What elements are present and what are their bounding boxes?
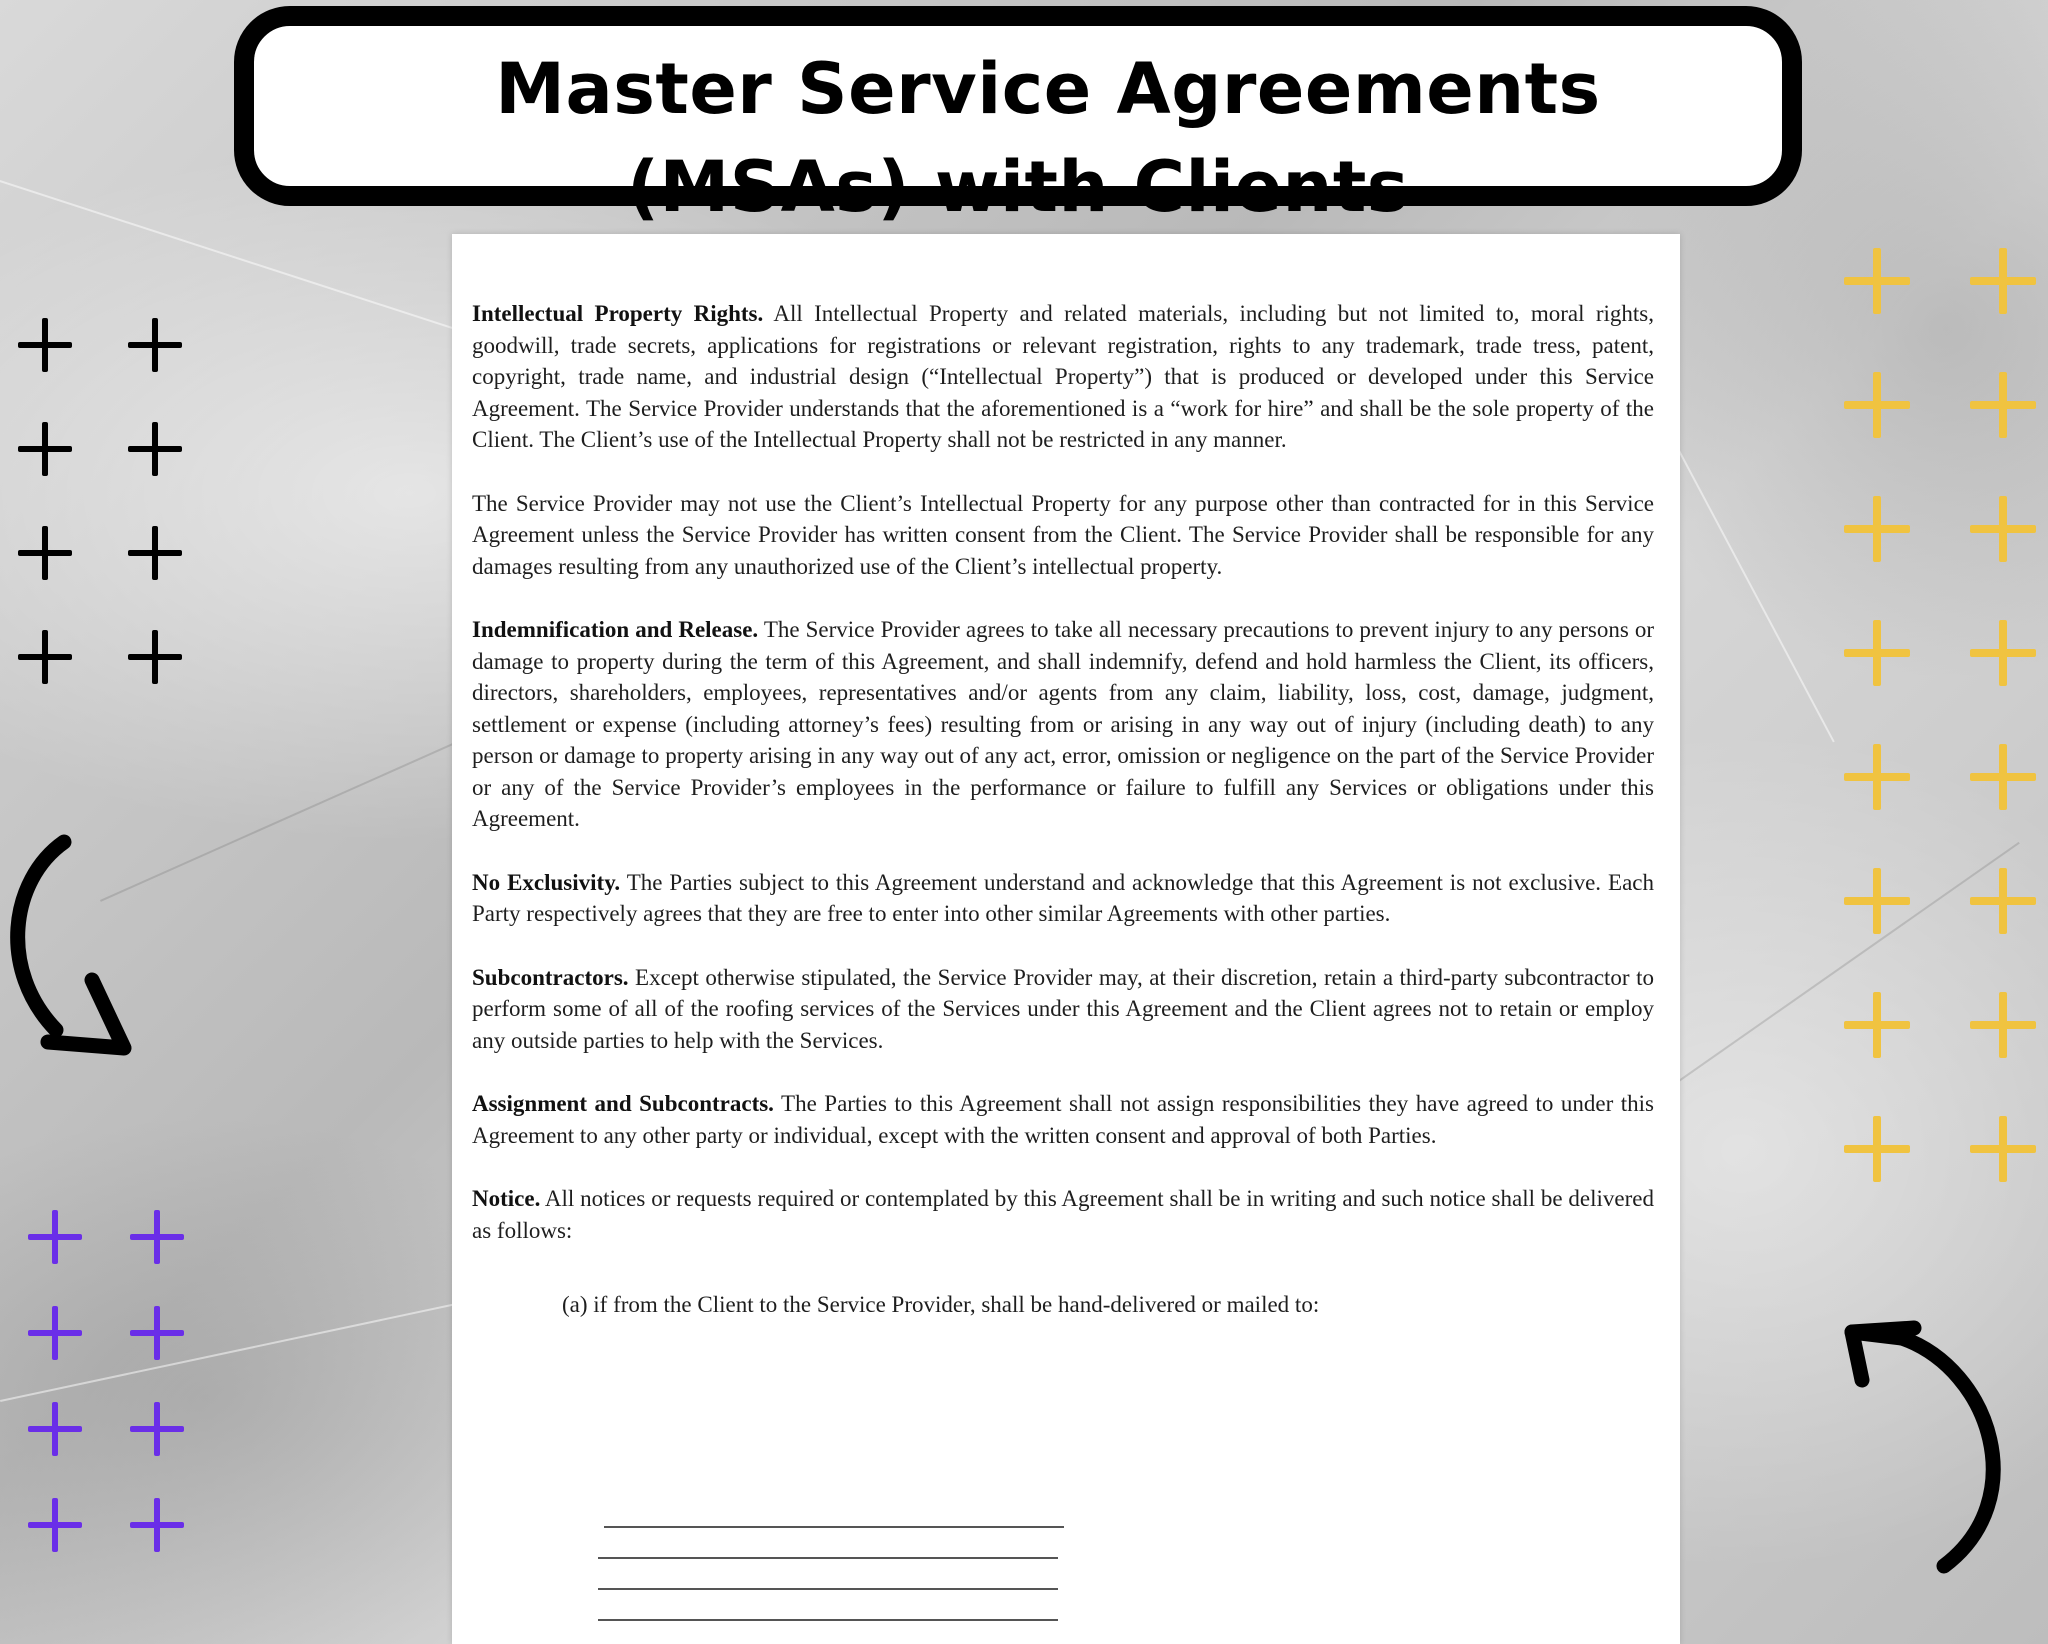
paragraph-heading: Assignment and Subcontracts. [472, 1091, 774, 1116]
paragraph-heading: Indemnification and Release. [472, 617, 759, 642]
plus-icon [1970, 248, 2036, 314]
document-page [452, 234, 1680, 1644]
plus-icon [130, 1306, 184, 1360]
paragraph-text: The Service Provider may not use the Client’s Intellectual Property for any purpose other than contracted for in this Service Agreement unless the Service Provider has written consent from the Client. The Service Provider shall be responsible for any damages resulting from any unauthorized use of the Client’s intellectual property. [472, 490, 1654, 579]
plus-icon [18, 318, 72, 372]
plus-icon [28, 1306, 82, 1360]
plus-icon [128, 422, 182, 476]
paragraph-text: All notices or requests required or contemplated by this Agreement shall be in writing and such notice shall be delivered as follows: [472, 1186, 1654, 1243]
plus-icon [130, 1498, 184, 1552]
paragraph-subcontractors [472, 962, 1654, 1057]
paragraph-text: The Parties subject to this Agreement understand and acknowledge that this Agreement is not exclusive. Each Party respectively agrees that they are free to enter into other similar Agreements with other parties. [472, 869, 1654, 926]
paragraph-text: Except otherwise stipulated, the Service Provider may, at their discretion, retain a third-party subcontractor to perform some of all of the roofing services of the Services under this Agreement and the Client agrees not to retain or employ any outside parties to help with the Services. [472, 964, 1654, 1053]
plus-icon [1844, 744, 1910, 810]
paragraph-indemnification [472, 614, 1654, 835]
plus-icon [128, 318, 182, 372]
paragraph-heading: Notice. [472, 1186, 541, 1211]
plus-icon [130, 1402, 184, 1456]
plus-icon [1844, 372, 1910, 438]
paragraph-notice [472, 1183, 1654, 1246]
address-blank-line [598, 1619, 1058, 1621]
plus-icon [1844, 868, 1910, 934]
plus-icon [28, 1210, 82, 1264]
plus-icon [130, 1210, 184, 1264]
document-body [472, 298, 1654, 1318]
plus-icon [1844, 992, 1910, 1058]
plus-icon [18, 630, 72, 684]
title-line-1: Master Service Agreements [495, 48, 1601, 130]
plus-icon [28, 1498, 82, 1552]
plus-icon [1970, 744, 2036, 810]
paragraph-intellectual-property [472, 298, 1654, 456]
notice-item-a: (a) if from the Client to the Service Provider, shall be hand-delivered or mailed to: [562, 1292, 1320, 1317]
paragraph-ip-use [472, 488, 1654, 583]
plus-icon [128, 630, 182, 684]
plus-icon [1970, 496, 2036, 562]
address-blank-line [604, 1526, 1064, 1528]
paragraph-heading: Subcontractors. [472, 964, 629, 990]
plus-icon [28, 1402, 82, 1456]
plus-icon [1844, 248, 1910, 314]
paragraph-no-exclusivity [472, 867, 1654, 930]
paragraph-text: The Service Provider agrees to take all necessary precautions to prevent injury to any persons or damage to property during the term of this Agreement, and shall indemnify, defend and hold harmless the Client, its officers, directors, shareholders, employees, representatives and/or agents from any claim, liability, loss, cost, damage, judgment, settlement or expense (including attorney’s fees) resulting from or arising in any way out of injury (including death) to any person or damage to property arising in any way out of any act, error, omission or negligence on the part of the Service Provider or any of the Service Provider’s employees in the performance or failure to fulfill any Services or obligations under this Agreement. [472, 617, 1655, 831]
plus-icon [128, 526, 182, 580]
plus-icon [1970, 1116, 2036, 1182]
paragraph-text: All Intellectual Property and related materials, including but not limited to, moral rights, goodwill, trade secrets, applications for registrations or relevant registration, rights to any trademark, trade tress, patent, copyright, trade name, and industrial design (“Intellectual Property”) that is produced or developed under this Service Agreement. The Service Provider understands that the aforementioned is a “work for hire” and shall be the sole property of the Client. The Client’s use of the Intellectual Property shall not be restricted in any manner. [472, 301, 1654, 452]
plus-icon [1970, 868, 2036, 934]
plus-icon [1844, 620, 1910, 686]
plus-icon [18, 422, 72, 476]
address-blank-line [598, 1557, 1058, 1559]
title-line-2: (MSAs) with Clients [627, 146, 1409, 228]
plus-icon [1844, 496, 1910, 562]
plus-icon [18, 526, 72, 580]
paragraph-text: The Parties to this Agreement shall not assign responsibilities they have agreed to under this Agreement to any other party or individual, except with the written consent and approval of both Parties. [472, 1091, 1654, 1148]
paragraph-heading: No Exclusivity. [472, 869, 621, 895]
title-banner [234, 6, 1802, 228]
paragraph-heading: Intellectual Property Rights. [472, 301, 764, 326]
plus-icon [1970, 620, 2036, 686]
plus-icon [1970, 992, 2036, 1058]
paragraph-assignment [472, 1088, 1654, 1151]
curved-arrow-down-icon [0, 830, 150, 1060]
plus-icon [1970, 372, 2036, 438]
plus-icon [1844, 1116, 1910, 1182]
address-blank-line [598, 1588, 1058, 1590]
curved-arrow-up-icon [1842, 1310, 2012, 1580]
